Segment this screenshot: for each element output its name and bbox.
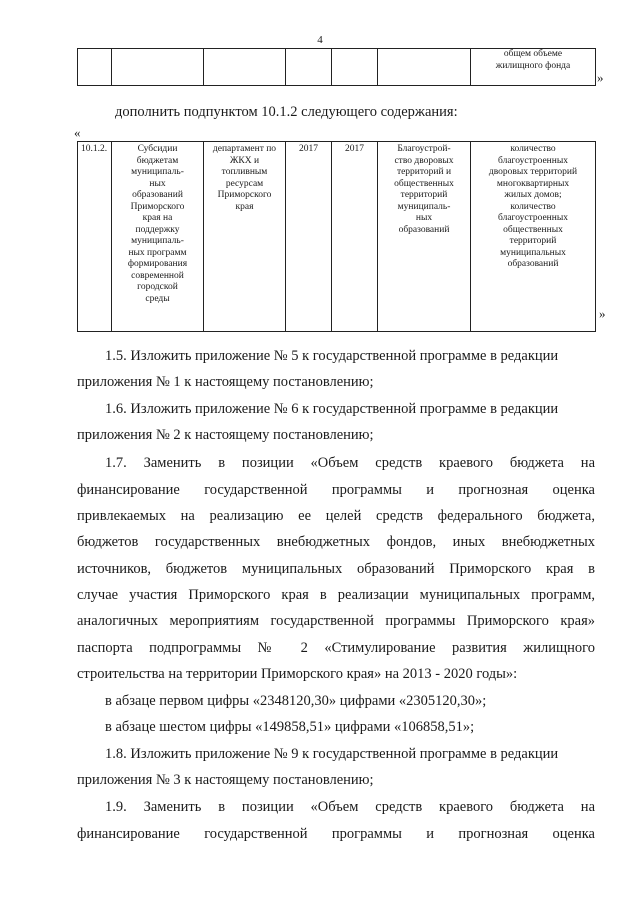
intro-text: дополнить подпунктом 10.1.2 следующего содержания: [115,104,458,120]
cell-line: многоквартирных [496,178,570,189]
year-end-cell: 2017 [332,142,378,332]
paragraph-line: 1.8. Изложить приложение № 9 к государственной программе в редакции [105,746,559,762]
cell-line: ресурсам [225,178,264,189]
cell-line: жилищного фонда [495,60,571,71]
page-number: 4 [317,34,323,46]
year-start-cell: 2017 [286,142,332,332]
cell-line: бюджетам [136,155,179,166]
number-cell: 10.1.2. [78,142,112,332]
cell-line: топливным [221,167,268,177]
indicator-cell [471,49,596,86]
cell-line: общественных [503,224,563,235]
cell-line: территорий [400,190,448,200]
table-cell [204,49,286,86]
cell-line: ство дворовых [394,155,454,166]
cell-line: Благоустрой- [397,144,451,154]
cell-line: среды [145,293,170,304]
paragraph-line: в абзаце первом цифры «2348120,30» цифрами «2305120,30»; [105,693,487,709]
paragraph-line: строительства на территории Приморского края» на 2013 - 2020 годы»: [77,666,518,682]
table-cell [112,49,204,86]
cell-line: муниципаль- [131,236,184,246]
cell-line: территорий и [396,167,452,177]
table-row [78,142,596,332]
cell-line: Субсидии [137,144,178,154]
opening-quote: « [74,125,81,140]
paragraph-line: приложения № 3 к настоящему постановлению; [77,772,374,788]
paragraph-line: в абзаце шестом цифры «149858,51» цифрами «106858,51»; [105,719,475,735]
paragraph-line: случае участия Приморского края в реализации муниципальных программ, [77,587,595,603]
paragraph-line: 1.6. Изложить приложение № 6 к государственной программе в редакции [105,401,559,417]
paragraph-line: аналогичных мероприятиям государственной программы Приморского края» [77,613,595,629]
cell-line: дворовых территорий [488,167,578,177]
subprogram-table [77,141,596,332]
cell-line: муниципаль- [131,167,184,177]
paragraph-line: финансирование государственной программы и прогнозная оценка [77,482,595,498]
paragraph-line: 1.5. Изложить приложение № 5 к государственной программе в редакции [105,348,559,364]
indicator-cell [471,142,596,332]
closing-quote: » [599,306,606,321]
cell-line: количество [510,201,556,212]
paragraph-line: паспорта подпрограммы № 2 «Стимулирование развития жилищного [77,640,595,656]
paragraph-line: приложения № 2 к настоящему постановлению; [77,427,374,443]
cell-line: ных программ [128,247,187,258]
name-cell [112,142,204,332]
cell-line: муниципаль- [397,201,451,212]
cell-line: края на [142,213,173,223]
cell-line: образований [507,259,559,269]
cell-line: благоустроенных [498,155,568,166]
result-cell [378,142,471,332]
cell-line: благоустроенных [498,213,568,223]
table-row [78,49,596,86]
cell-line: департамент по [212,144,277,154]
cell-line: Приморского [217,190,272,200]
table-cell [378,49,471,86]
cell-line: общем объеме [503,49,563,59]
cell-line: общественных [394,178,454,189]
cell-line: городской [137,282,178,292]
paragraph-line: привлекаемых на реализацию ее целей средств федерального бюджета, [77,508,595,524]
cell-line: ных [149,178,166,189]
table-cell [286,49,332,86]
cell-line: формирования [127,259,188,269]
paragraph-line: 1.9. Заменить в позиции «Объем средств краевого бюджета на [105,799,595,815]
cell-line: количество [510,144,556,154]
cell-line: территорий [509,236,557,246]
cell-line: края [235,201,254,212]
paragraph-line: 1.7. Заменить в позиции «Объем средств краевого бюджета на [105,455,595,471]
cell-line: образований [398,224,450,235]
cell-line: поддержку [135,224,180,235]
cell-line: жилых домов; [504,190,562,200]
paragraph-line: источников, бюджетов муниципальных образований Приморского края в [77,561,595,577]
cell-line: современной [131,270,184,281]
cell-line: Приморского [130,201,185,212]
paragraph-line: финансирование государственной программы и прогнозная оценка [77,826,595,842]
cell-line: ЖКХ и [229,155,260,166]
cell-line: ных [415,213,433,223]
cell-line: образований [132,190,183,200]
table-cell [332,49,378,86]
paragraph-line: приложения № 1 к настоящему постановлению; [77,374,374,390]
continuation-table [77,48,596,86]
cell-line: муниципальных [500,247,566,258]
executor-cell [204,142,286,332]
table-cell [78,49,112,86]
closing-quote: » [597,70,604,85]
paragraph-line: бюджетов государственных внебюджетных фондов, иных внебюджетных [77,534,595,550]
